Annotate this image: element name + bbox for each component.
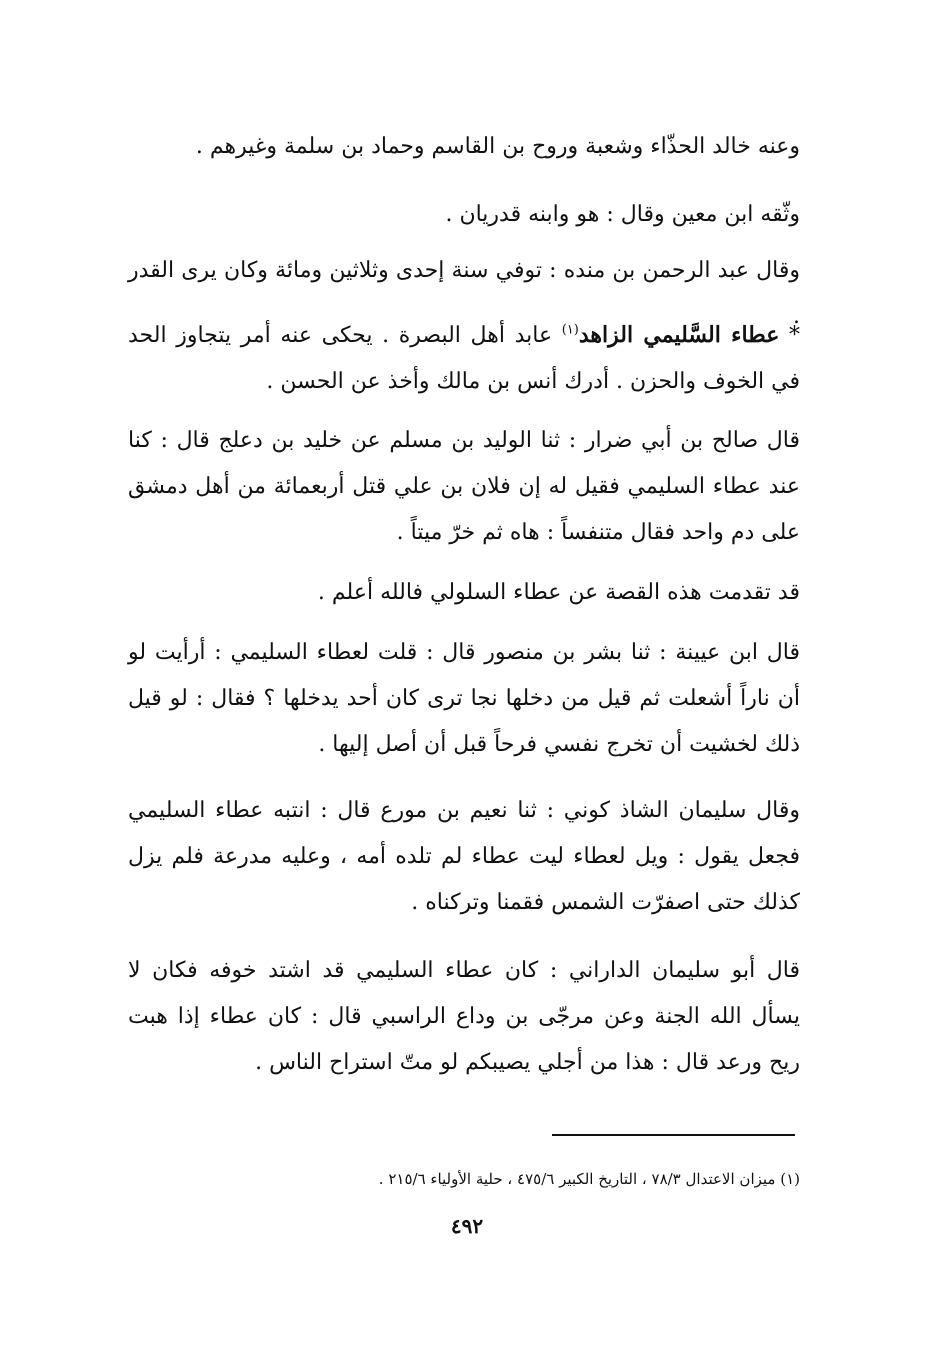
- paragraph-4-text: عابد أهل البصرة . يحكى عنه أمر يتجاوز الحد في الخوف والحزن . أدرك أنس بن مالك وأخذ عن الحسن .: [128, 323, 800, 394]
- entry-star-marker: *: [788, 323, 800, 348]
- paragraph-9-text: قال أبو سليمان الداراني : كان عطاء السليمي قد اشتد خوفه فكان لا يسأل الله الجنة وعن مرجّى بن وداع الراسبي قال : كان عطاء إذا هبت ريح ورعد قال : هذا من أجلي يصيبكم لو متّ استراح الناس .: [128, 958, 800, 1075]
- paragraph-1-text: وعنه خالد الحذّاء وشعبة وروح بن القاسم وحماد بن سلمة وغيرهم .: [195, 134, 800, 159]
- paragraph-8-text: وقال سليمان الشاذ كوني : ثنا نعيم بن مورع قال : انتبه عطاء السليمي فجعل يقول : ويل لعطاء ليت عطاء لم تلده أمه ، وعليه مدرعة فلم يزل كذلك حتى اصفرّت الشمس فقمنا وتركناه .: [128, 798, 800, 915]
- paragraph-5: [128, 418, 800, 556]
- footnote-reference: (١): [561, 322, 579, 338]
- paragraph-2-text: وثّقه ابن معين وقال : هو وابنه قدريان .: [445, 202, 800, 227]
- paragraph-9: [128, 948, 800, 1086]
- page-number: ٤٩٢: [450, 1214, 484, 1238]
- footnote: [250, 1168, 800, 1190]
- paragraph-8: [128, 788, 800, 926]
- paragraph-6-text: قد تقدمت هذه القصة عن عطاء السلولي فالله أعلم .: [317, 580, 800, 605]
- paragraph-2: [128, 192, 800, 238]
- paragraph-1: [128, 124, 800, 170]
- footnote-divider: [552, 1134, 795, 1136]
- entry-name: عطاء السَّليمي الزاهد: [578, 322, 780, 348]
- paragraph-4-biography-entry: [128, 312, 800, 405]
- footnote-text: (١) ميزان الاعتدال ٧٨/٣ ، التاريخ الكبير ٤٧٥/٦ ، حلية الأولياء ٢١٥/٦ .: [378, 1170, 800, 1188]
- paragraph-5-text: قال صالح بن أبي ضرار : ثنا الوليد بن مسلم عن خليد بن دعلج قال : كنا عند عطاء السليمي فقيل له إن فلان بن علي قتل أربعمائة من أهل دمشق على دم واحد فقال متنفساً : هاه ثم خرّ ميتاً .: [128, 428, 800, 545]
- paragraph-3-text: وقال عبد الرحمن بن منده : توفي سنة إحدى وثلاثين ومائة وكان يرى القدر .: [128, 258, 800, 329]
- paragraph-7-text: قال ابن عيينة : ثنا بشر بن منصور قال : قلت لعطاء السليمي : أرأيت لو أن ناراً أشعلت ثم قيل من دخلها نجا ترى كان أحد يدخلها ؟ فقال : لو قيل ذلك لخشيت أن تخرج نفسي فرحاً قبل أن أصل إليها .: [128, 640, 800, 757]
- paragraph-6: [128, 570, 800, 616]
- paragraph-7: [128, 630, 800, 768]
